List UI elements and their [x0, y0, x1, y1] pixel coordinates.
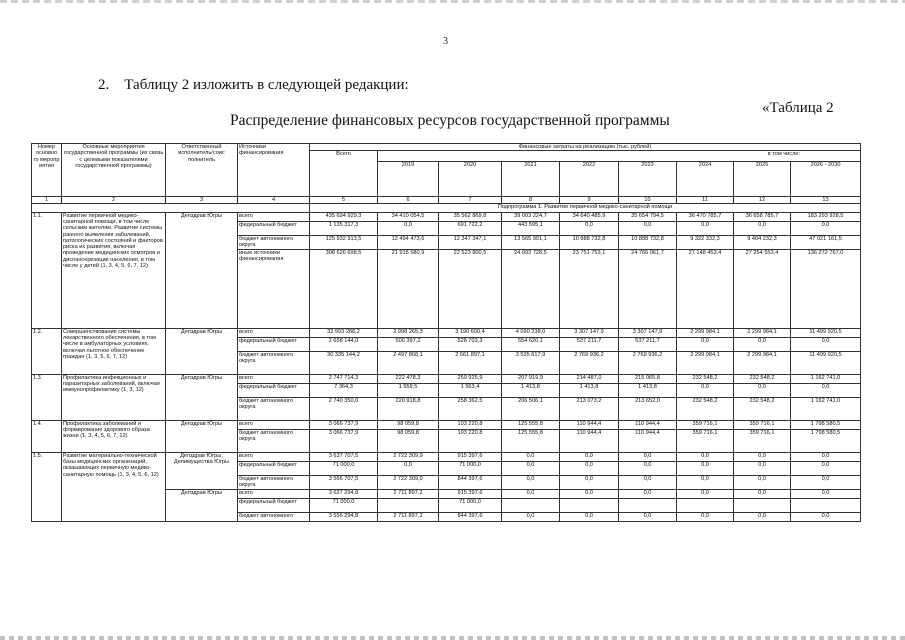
table-title: Распределение финансовых ресурсов государственной программы [230, 112, 670, 129]
subprogram-title: Подпрограмма 1. Развитие первичной медико-санитарной помощи [310, 204, 861, 213]
column-index: 5 [310, 197, 378, 204]
row-source: федеральный бюджет [238, 498, 310, 512]
row-source: федеральный бюджет [238, 337, 310, 351]
row-value: 0,0 [560, 452, 619, 461]
row-number: 1.1. [32, 212, 62, 328]
row-value: 2 299 984,1 [734, 328, 791, 337]
row-value: 36 470 785,7 [677, 212, 734, 221]
row-number: 1.4. [32, 420, 62, 452]
row-value: 0,0 [619, 452, 677, 461]
row-value: 0,0 [619, 221, 677, 235]
row-value: 232 548,2 [734, 374, 791, 383]
row-value: 125 555,8 [502, 429, 560, 452]
row-activity: Профилактика инфекционных и паразитарных заболеваний, включая иммунопрофилактику (1, 3, 12) [62, 374, 166, 420]
row-value: 2 661 897,1 [439, 351, 502, 374]
row-activity: Совершенствование системы лекарственного обеспечения, в том числе в амбулаторных условиях, включая льготное обеспечение граждан (1, 3, 5, 6, 7, 12) [62, 328, 166, 374]
row-value [734, 498, 791, 512]
column-index: 11 [677, 197, 734, 204]
row-value: 915 397,6 [439, 452, 502, 461]
row-value: 0,0 [677, 452, 734, 461]
row-value [560, 498, 619, 512]
row-activity: Развитие первичной медико-санитарной помощи, в том числе сельским жителям. Развитие системы раннего выявления заболеваний, патологических состояний и факторов риска их развития, включая проведение медицинских осмотров и диспансеризации населения, в том числе у детей (1, 3, 4, 5, 6, 7, 12) [62, 212, 166, 328]
row-value: 47 021 161,5 [791, 235, 861, 249]
row-value: 11 499 920,5 [791, 328, 861, 337]
column-index: 10 [619, 197, 677, 204]
row-value: 27 254 553,4 [734, 249, 791, 328]
row-value: 258 362,5 [439, 397, 502, 420]
row-source: бюджет автономного округа [238, 475, 310, 489]
row-value: 2 497 868,1 [378, 351, 439, 374]
row-value: 24 766 061,7 [619, 249, 677, 328]
column-index: 4 [238, 197, 310, 204]
row-value: 259 925,9 [439, 374, 502, 383]
row-value: 10 888 732,8 [619, 235, 677, 249]
column-index: 3 [166, 197, 238, 204]
row-value: 308 626 698,5 [310, 249, 378, 328]
row-value: 3 535 617,9 [502, 351, 560, 374]
row-value: 214 487,0 [560, 374, 619, 383]
row-value: 11 499 920,5 [791, 351, 861, 374]
row-value: 39 003 224,7 [502, 212, 560, 221]
row-value: 21 915 580,9 [378, 249, 439, 328]
row-value: 24 993 728,5 [502, 249, 560, 328]
column-index: 2 [62, 197, 166, 204]
column-index: 7 [439, 197, 502, 204]
row-value: 1 162 741,0 [791, 374, 861, 383]
row-value: 0,0 [734, 452, 791, 461]
row-responsible: Депздрав Югры [166, 328, 238, 374]
row-value: 0,0 [791, 383, 861, 397]
row-value: 2 299 984,1 [677, 328, 734, 337]
row-responsible: Депздрав Югры [166, 420, 238, 452]
row-value: 0,0 [560, 461, 619, 475]
column-index: 8 [502, 197, 560, 204]
row-value: 110 944,4 [560, 429, 619, 452]
row-value: 213 652,0 [619, 397, 677, 420]
row-value: 2 711 897,2 [378, 512, 439, 521]
row-source: всего [238, 328, 310, 337]
row-value: 359 716,1 [734, 429, 791, 452]
row-value: 3 066 737,9 [310, 429, 378, 452]
row-value: 1 135 317,3 [310, 221, 378, 235]
row-value: 2 747 714,3 [310, 374, 378, 383]
table-row [32, 212, 861, 221]
row-value: 9 404 232,3 [734, 235, 791, 249]
row-value: 4 090 238,0 [502, 328, 560, 337]
row-value [677, 498, 734, 512]
row-value: 0,0 [677, 337, 734, 351]
row-value: 537 211,7 [560, 337, 619, 351]
header-year: 2022 [560, 162, 619, 197]
row-source: всего [238, 374, 310, 383]
row-value: 0,0 [791, 489, 861, 498]
row-value: 3 556 294,8 [310, 512, 378, 521]
row-value: 183 293 928,5 [791, 212, 861, 221]
header-source: Источники финансирования [238, 144, 310, 197]
row-value: 206 506,1 [502, 397, 560, 420]
column-index: 13 [791, 197, 861, 204]
header-year: 2025 [734, 162, 791, 197]
row-number: 1.3. [32, 374, 62, 420]
row-value: 0,0 [560, 475, 619, 489]
row-value: 844 397,6 [439, 475, 502, 489]
row-value: 0,0 [619, 512, 677, 521]
row-value: 98 059,8 [378, 420, 439, 429]
row-value: 359 716,1 [734, 420, 791, 429]
row-value: 0,0 [734, 475, 791, 489]
row-source: бюджет автономного округа [238, 351, 310, 374]
row-value: 1 563,4 [439, 383, 502, 397]
row-value: 0,0 [677, 475, 734, 489]
row-value: 0,0 [791, 512, 861, 521]
row-responsible: Депздрав Югры [166, 489, 238, 521]
column-index: 1 [32, 197, 62, 204]
row-value: 528 703,3 [439, 337, 502, 351]
row-value: 1 162 741,0 [791, 397, 861, 420]
column-index: 12 [734, 197, 791, 204]
row-value: 1 798 580,5 [791, 429, 861, 452]
row-value: 0,0 [502, 489, 560, 498]
row-value: 435 694 929,3 [310, 212, 378, 221]
header-year: 2021 [502, 162, 560, 197]
row-value: 2 299 984,1 [734, 351, 791, 374]
row-value: 359 716,1 [677, 429, 734, 452]
row-value: 1 413,8 [619, 383, 677, 397]
row-value: 36 658 785,7 [734, 212, 791, 221]
row-value: 125 932 913,5 [310, 235, 378, 249]
row-value [378, 498, 439, 512]
row-value: 232 548,2 [734, 397, 791, 420]
row-value: 3 307 147,9 [560, 328, 619, 337]
row-value: 34 640 485,9 [560, 212, 619, 221]
header-year: 2020 [439, 162, 502, 197]
row-value: 0,0 [378, 461, 439, 475]
row-value: 3 566 707,5 [310, 475, 378, 489]
row-value: 0,0 [791, 461, 861, 475]
row-value: 2 769 936,2 [619, 351, 677, 374]
row-value: 71 000,0 [439, 461, 502, 475]
row-value: 35 654 794,5 [619, 212, 677, 221]
row-source: бюджет автономного округа [238, 397, 310, 420]
row-value: 359 716,1 [677, 420, 734, 429]
row-value: 32 993 288,2 [310, 328, 378, 337]
row-value: 0,0 [619, 489, 677, 498]
scan-artifact-top [0, 0, 905, 3]
row-value: 27 148 453,4 [677, 249, 734, 328]
header-year: 2019 [378, 162, 439, 197]
table-row [32, 328, 861, 337]
row-value: 0,0 [791, 475, 861, 489]
row-value: 110 944,4 [560, 420, 619, 429]
row-value: 0,0 [677, 512, 734, 521]
header-total: Всего [310, 151, 378, 197]
row-source: федеральный бюджет [238, 461, 310, 475]
row-value [619, 498, 677, 512]
row-value: 0,0 [734, 221, 791, 235]
row-value: 23 751 753,1 [560, 249, 619, 328]
row-source: всего [238, 452, 310, 461]
row-value: 13 565 901,1 [502, 235, 560, 249]
row-value: 554 620,1 [502, 337, 560, 351]
row-value: 110 944,4 [619, 420, 677, 429]
row-value: 1 413,8 [560, 383, 619, 397]
row-source: иные источники финансирования [238, 249, 310, 328]
row-responsible: Депздрав Югры, Депимущества Югры [166, 452, 238, 489]
row-value: 0,0 [734, 512, 791, 521]
row-number: 1.5. [32, 452, 62, 521]
row-value: 2 722 309,9 [378, 475, 439, 489]
row-source: всего [238, 489, 310, 498]
row-value: 537 211,7 [619, 337, 677, 351]
row-value: 7 364,3 [310, 383, 378, 397]
table-row [32, 374, 861, 383]
row-responsible: Депздрав Югры [166, 212, 238, 328]
row-value: 0,0 [378, 221, 439, 235]
row-value: 71 000,0 [310, 498, 378, 512]
row-value: 35 562 869,8 [439, 212, 502, 221]
row-value: 915 397,6 [439, 489, 502, 498]
row-value: 0,0 [791, 221, 861, 235]
row-number: 1.2. [32, 328, 62, 374]
row-value: 3 637 707,5 [310, 452, 378, 461]
row-value: 1 798 580,5 [791, 420, 861, 429]
row-value: 0,0 [734, 337, 791, 351]
row-source: федеральный бюджет [238, 221, 310, 235]
row-activity: Профилактика заболеваний и формирование здорового образа жизни (1, 3, 4, 5, 6, 7, 12) [62, 420, 166, 452]
row-value: 232 548,2 [677, 374, 734, 383]
row-value: 10 888 732,8 [560, 235, 619, 249]
row-value: 207 919,9 [502, 374, 560, 383]
row-value: 2 299 984,1 [677, 351, 734, 374]
row-value: 12 494 473,6 [378, 235, 439, 249]
row-source: всего [238, 212, 310, 221]
column-index: 9 [560, 197, 619, 204]
row-value: 2 722 309,9 [378, 452, 439, 461]
row-value: 0,0 [734, 461, 791, 475]
row-value: 0,0 [502, 475, 560, 489]
row-value [791, 498, 861, 512]
scan-artifact-bottom [0, 636, 905, 640]
row-value: 103 220,8 [439, 420, 502, 429]
row-value: 22 523 800,5 [439, 249, 502, 328]
row-source: бюджет автономного [238, 512, 310, 521]
row-value: 0,0 [619, 475, 677, 489]
header-including: в том числе: [378, 151, 861, 162]
header-number: Номер основно го меропр иятия [32, 144, 62, 197]
row-value: 9 322 332,3 [677, 235, 734, 249]
row-value: 2 769 936,2 [560, 351, 619, 374]
row-value: 0,0 [677, 221, 734, 235]
table-row [32, 420, 861, 429]
row-value: 0,0 [560, 512, 619, 521]
row-value: 0,0 [734, 489, 791, 498]
row-value: 1 413,8 [502, 383, 560, 397]
row-value [502, 498, 560, 512]
row-value: 232 548,2 [677, 397, 734, 420]
header-activity: Основные мероприятия государственной программы (их связь с целевыми показателями государственной программы) [62, 144, 166, 197]
column-index: 6 [378, 197, 439, 204]
row-value: 34 410 054,5 [378, 212, 439, 221]
row-value: 71 000,0 [439, 498, 502, 512]
row-value: 125 555,8 [502, 420, 560, 429]
row-value: 844 397,6 [439, 512, 502, 521]
row-value: 98 059,8 [378, 429, 439, 452]
row-responsible: Депздрав Югры [166, 374, 238, 420]
row-value: 3 190 600,4 [439, 328, 502, 337]
row-value: 2 711 897,2 [378, 489, 439, 498]
header-financial-costs: Финансовые затраты на реализацию (тыс. рублей) [310, 144, 861, 151]
row-value: 136 272 767,0 [791, 249, 861, 328]
row-value: 110 944,4 [619, 429, 677, 452]
finance-table [31, 143, 861, 522]
row-value: 500 397,2 [378, 337, 439, 351]
row-value: 0,0 [677, 383, 734, 397]
row-value: 3 627 294,8 [310, 489, 378, 498]
row-value: 0,0 [791, 337, 861, 351]
row-activity: Развитие материально-технической базы медицинских организаций, оказывающих первичную медико-санитарную помощь (1, 3, 4, 5, 6, 12) [62, 452, 166, 521]
row-value: 220 918,8 [378, 397, 439, 420]
row-value: 0,0 [677, 461, 734, 475]
header-year: 2023 [619, 162, 677, 197]
row-source: бюджет автономного округа [238, 235, 310, 249]
row-value: 213 073,2 [560, 397, 619, 420]
row-value: 0,0 [677, 489, 734, 498]
row-value: 2 740 350,0 [310, 397, 378, 420]
row-source: всего [238, 420, 310, 429]
table-row [32, 452, 861, 461]
row-value: 2 658 144,0 [310, 337, 378, 351]
row-value: 3 307 147,9 [619, 328, 677, 337]
row-value: 0,0 [560, 221, 619, 235]
row-value: 0,0 [560, 489, 619, 498]
subprogram-empty [32, 204, 310, 213]
row-value: 30 335 144,2 [310, 351, 378, 374]
row-value: 222 478,3 [378, 374, 439, 383]
page-number: 3 [443, 36, 448, 47]
row-value: 0,0 [502, 512, 560, 521]
row-value: 12 347 347,1 [439, 235, 502, 249]
amendment-heading: 2. Таблицу 2 изложить в следующей редакции: [98, 77, 409, 93]
header-year: 2024 [677, 162, 734, 197]
row-value: 2 998 265,3 [378, 328, 439, 337]
row-value: 3 066 737,9 [310, 420, 378, 429]
row-value: 0,0 [502, 452, 560, 461]
row-value: 0,0 [502, 461, 560, 475]
row-value: 1 559,5 [378, 383, 439, 397]
row-value: 215 065,8 [619, 374, 677, 383]
row-value: 0,0 [619, 461, 677, 475]
row-value: 71 000,0 [310, 461, 378, 475]
table-label: «Таблица 2 [762, 100, 834, 116]
row-value: 103 220,8 [439, 429, 502, 452]
row-value: 691 722,2 [439, 221, 502, 235]
header-year: 2026 - 2030 [791, 162, 861, 197]
row-value: 0,0 [734, 383, 791, 397]
row-value: 0,0 [791, 452, 861, 461]
row-value: 443 595,1 [502, 221, 560, 235]
header-responsible: Ответственный исполнитель/соис полнитель [166, 144, 238, 197]
row-source: федеральный бюджет [238, 383, 310, 397]
row-source: бюджет автономного округа [238, 429, 310, 452]
